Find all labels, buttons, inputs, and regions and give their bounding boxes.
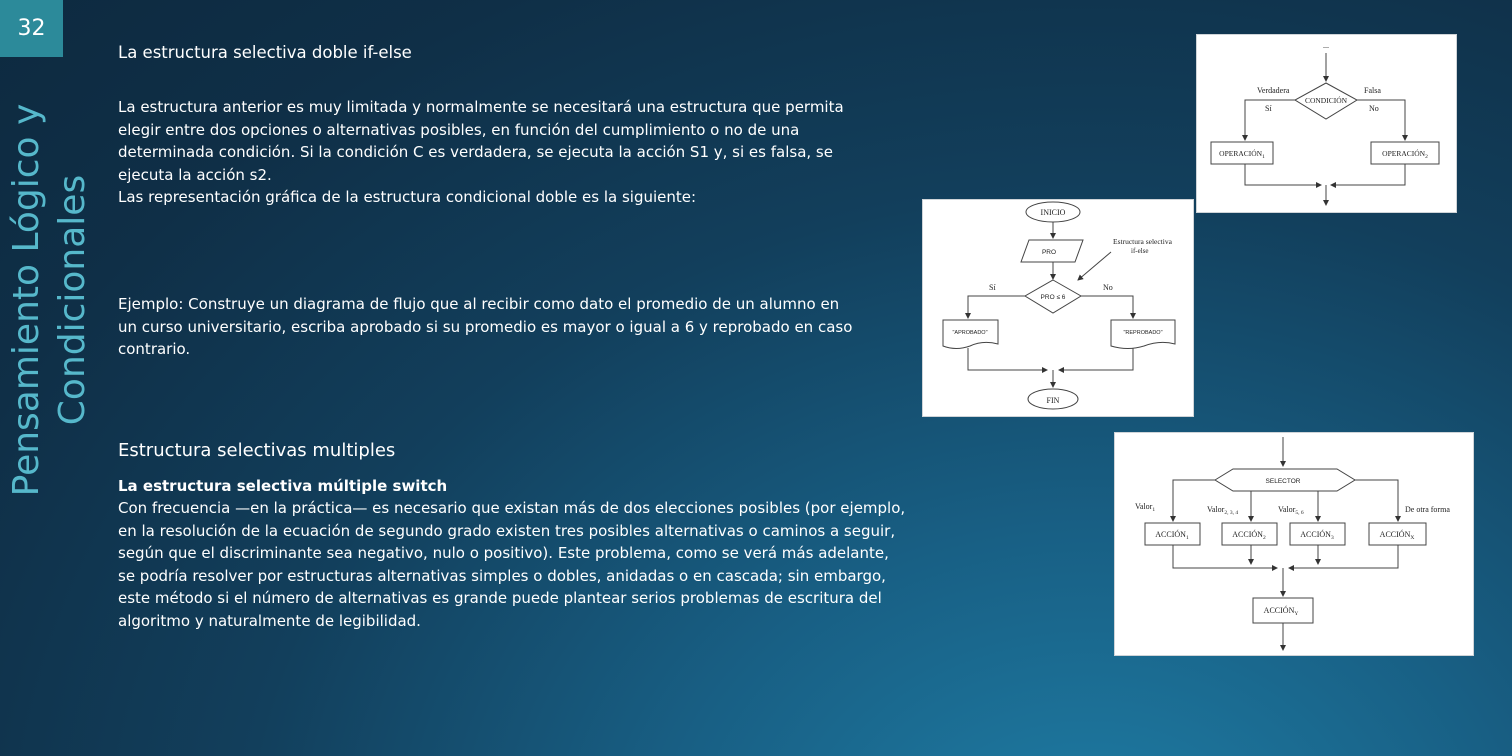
paragraph-line: La estructura anterior es muy limitada y normalmente se necesitará una estructura que permita [118,98,844,116]
example-paragraph [118,293,878,361]
paragraph-line: según que el discriminante sea negativo, nulo o positivo). Este problema, como se verá más adelante, [118,544,889,562]
operation-2-label: $OPERACIÓN_2$ [1382,149,1428,160]
paragraph-line: Ejemplo: Construye un diagrama de flujo que al recibir como dato el promedio de un alumno en [118,295,840,313]
action-x-label: $ACCIÓN_X$ [1379,530,1415,541]
start-label: INICIO [1040,208,1066,217]
action-1-label: $ACCIÓN_1$ [1155,530,1189,541]
paragraph-line: determinada condición. Si la condición C es verdadera, se ejecuta la acción S1 y, si es falsa, se [118,143,833,161]
output-false-label: "REPROBADO" [1123,330,1163,336]
value-3-label: Valor$_{5, 6}$ [1278,505,1304,516]
si-label: Sí [989,283,996,292]
paragraph-line: este método si el número de alternativas es grande puede plantear serios problemas de escritura del [118,589,882,607]
side-title-line-1: Pensamiento Lógico y [6,103,47,497]
paragraph-line: elegir entre dos opciones o alternativas posibles, en función del cumplimiento o no de una [118,120,800,139]
paragraph-line: ejecuta la acción s2. [118,165,272,184]
output-true-label: "APROBADO" [952,330,988,336]
value-2-label: Valor$_{2, 3, 4}$ [1207,505,1239,516]
default-label: De otra forma [1405,505,1450,514]
note-line-1: Estructura selectiva [1113,237,1172,246]
action-2-label: $ACCIÓN_2$ [1232,530,1266,541]
section-1-paragraph [118,96,878,209]
end-label: FIN [1046,396,1060,405]
paragraph-line: se podría resolver por estructuras alternativas simples o dobles, anidadas o en cascada; sin embargo, [118,566,886,585]
paragraph-line: contrario. [118,340,191,358]
no-label: No [1369,104,1379,113]
section-2-subheading: La estructura selectiva múltiple switch [118,477,448,495]
false-label: Falsa [1364,86,1381,95]
action-3-label: $ACCIÓN_3$ [1300,530,1334,541]
operation-1-label: $OPERACIÓN_1$ [1219,149,1265,160]
paragraph-line: en la resolución de la ecuación de segundo grado existen tres posibles alternativas o caminos a seguir, [118,521,896,540]
action-y-label: $ACCIÓN_Y$ [1263,606,1299,617]
top-ellipsis: ... [1323,41,1329,50]
condition-label: PRO ≤ 6 [1040,294,1066,301]
ifelse-diagram [1197,35,1456,212]
paragraph-line: un curso universitario, escriba aprobado si su promedio es mayor o igual a 6 y reprobado en caso [118,317,853,336]
value-1-label: Valor$_1$ [1135,502,1156,513]
no-label: No [1103,283,1113,292]
example-diagram [923,200,1193,416]
section-1-heading: La estructura selectiva doble if-else [118,43,412,62]
condition-label: CONDICIÓN [1304,96,1348,105]
section-2-paragraph [118,497,918,632]
true-label: Verdadera [1257,86,1290,95]
paragraph-line: algoritmo y naturalmente de legibilidad. [118,611,421,630]
si-label: Sí [1265,104,1272,113]
switch-diagram [1115,433,1473,655]
side-title-line-2: Condicionales [52,174,93,426]
selector-label: SELECTOR [1265,478,1301,485]
side-title [4,20,104,580]
note-line-2: if-else [1131,247,1149,255]
slide-number: 32 [0,0,63,57]
input-label: PRO [1041,249,1057,256]
paragraph-line: Las representación gráfica de la estructura condicional doble es la siguiente: [118,188,697,206]
section-2-heading: Estructura selectivas multiples [118,440,396,461]
paragraph-line: Con frecuencia —en la práctica— es necesario que existan más de dos elecciones posibles (por ejemplo, [118,499,906,517]
